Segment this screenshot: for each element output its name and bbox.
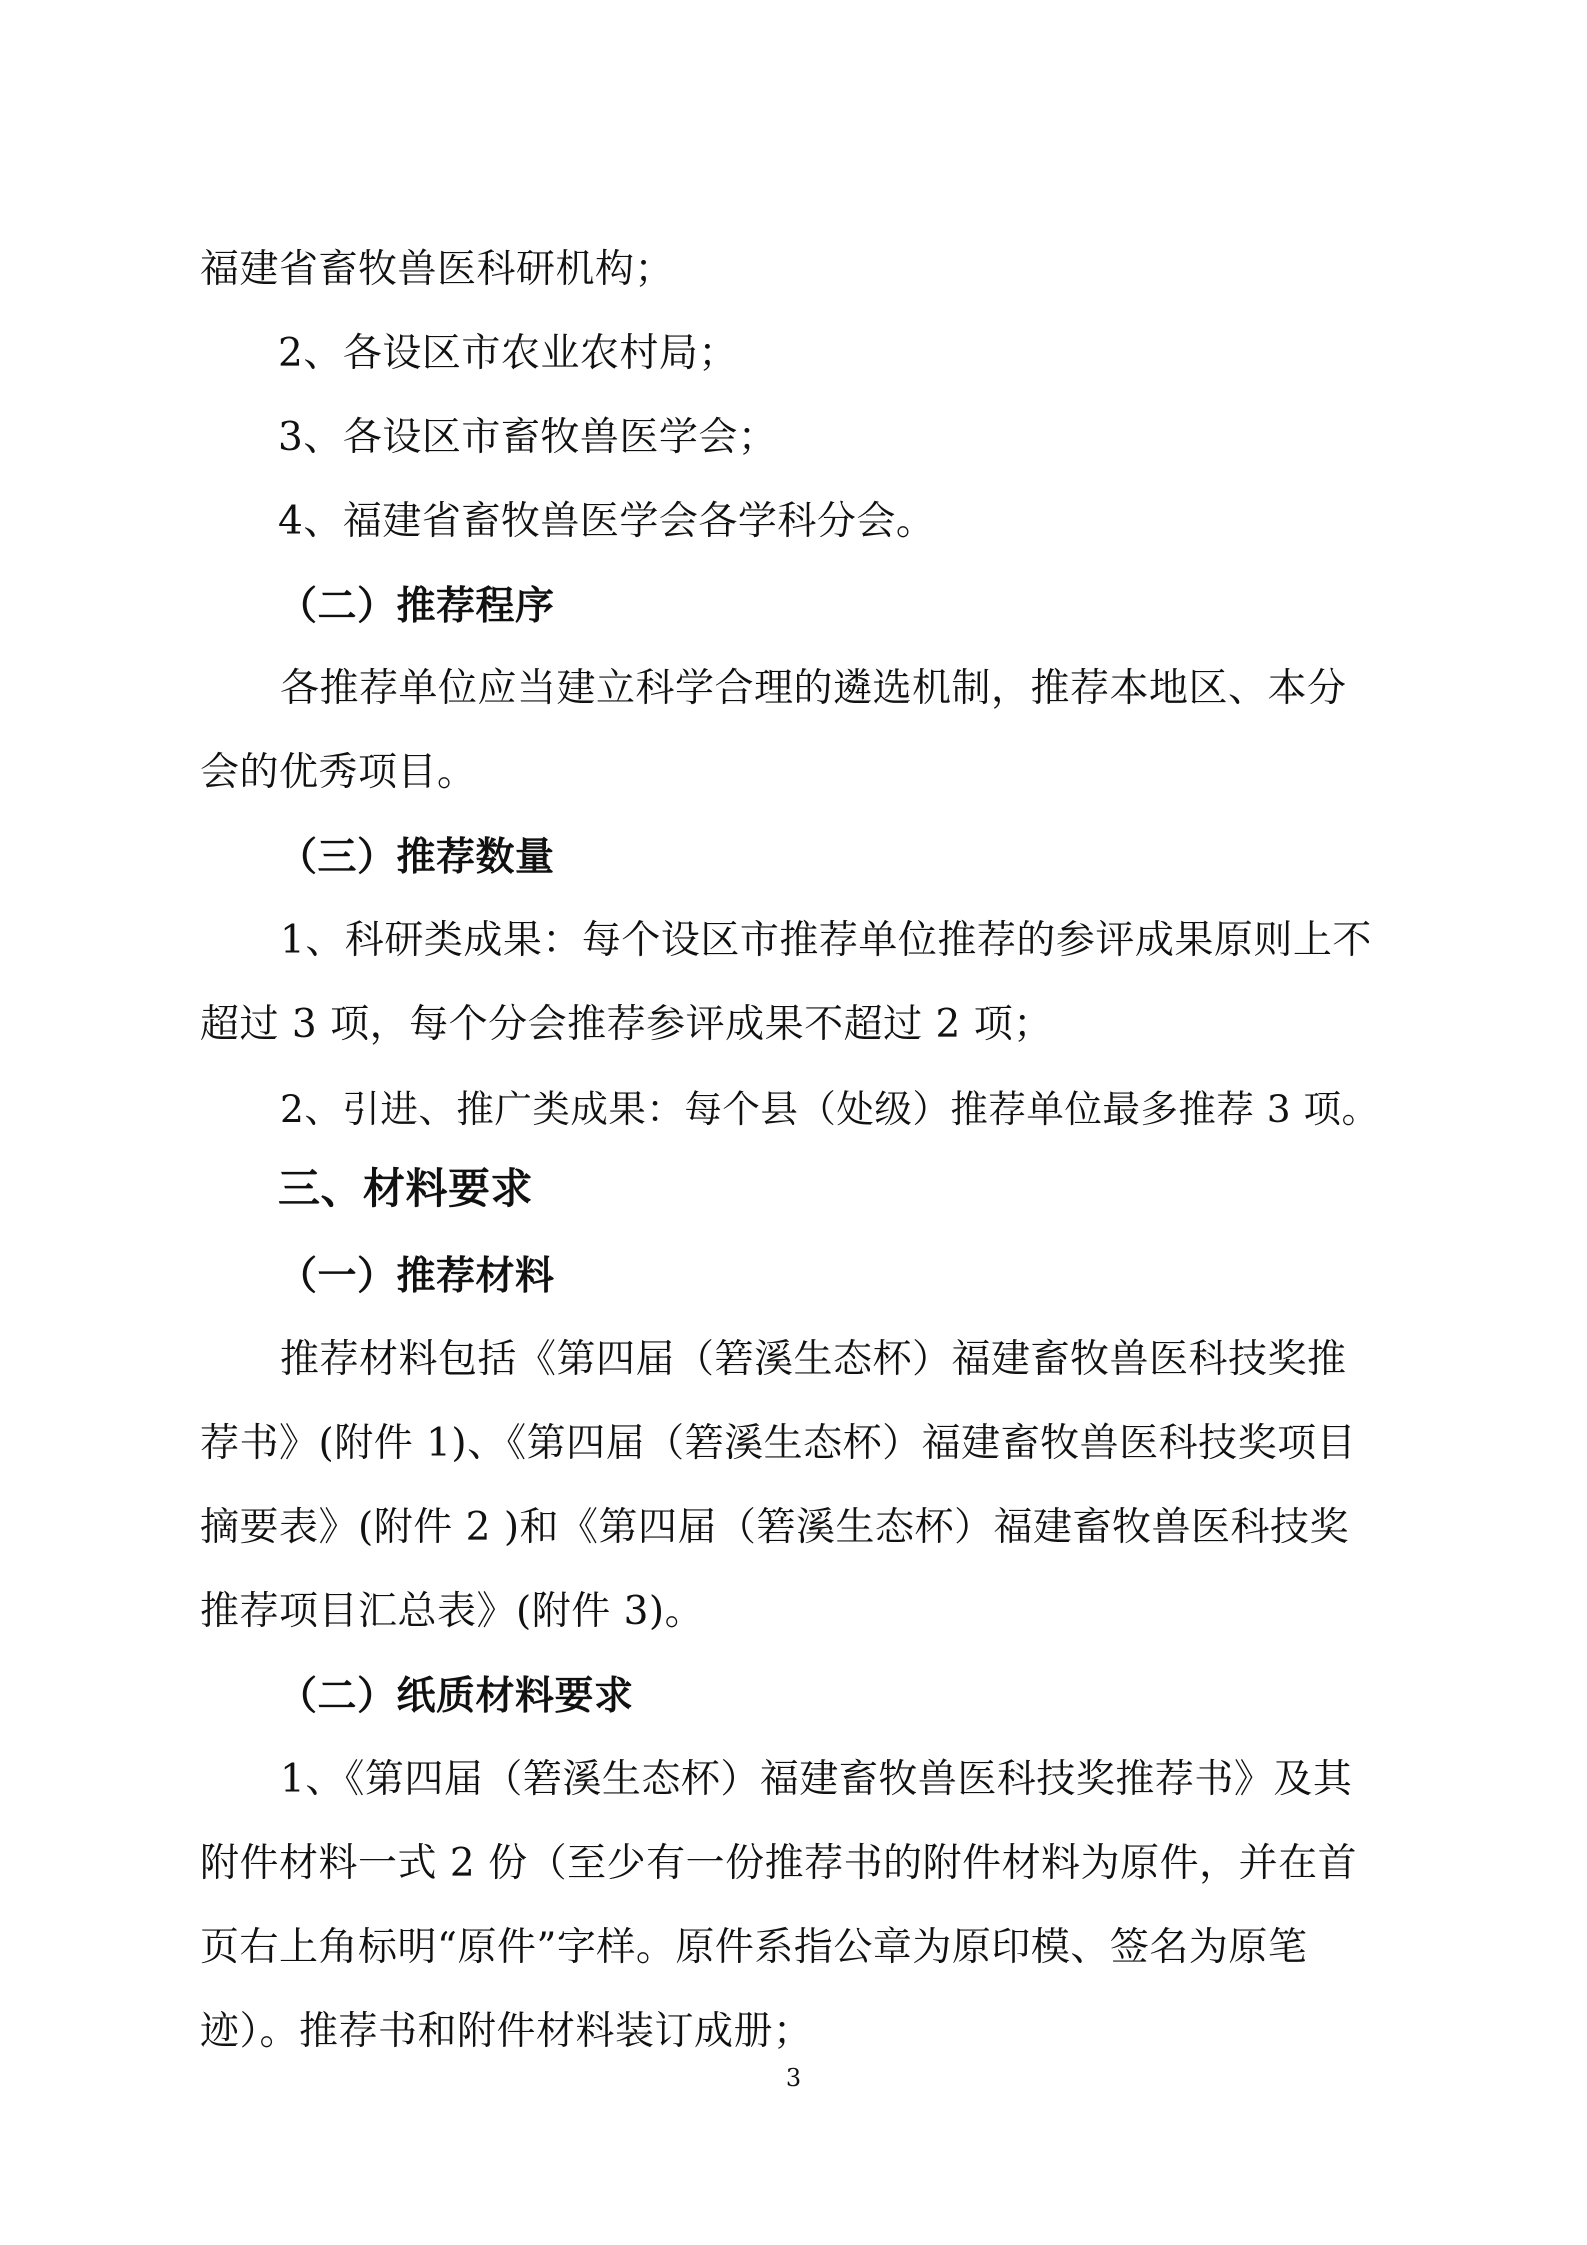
list-item: 4、福建省畜牧兽医学会各学科分会。	[278, 499, 936, 544]
list-item: 2、各设区市农业农村局；	[278, 331, 738, 376]
section-heading: （二）纸质材料要求	[278, 1673, 634, 1719]
paragraph-line: 2、引进、推广类成果：每个县（处级）推荐单位最多推荐 3 项。	[280, 1087, 1380, 1131]
paragraph-line: 会的优秀项目。	[200, 750, 477, 795]
paragraph-line: 迹）。推荐书和附件材料装订成册；	[200, 2009, 813, 2054]
paragraph-line: 超过 3 项，每个分会推荐参评成果不超过 2 项；	[200, 1002, 1053, 1047]
paragraph-line: 页右上角标明“原件”字样。原件系指公章为原印模、签名为原笔	[200, 1925, 1308, 1970]
section-heading: （三）推荐数量	[278, 834, 555, 880]
paragraph-line: 1、《第四届（箬溪生态杯）福建畜牧兽医科技奖推荐书》及其	[280, 1757, 1353, 1802]
text-line: 福建省畜牧兽医科研机构；	[200, 247, 675, 292]
paragraph-line: 各推荐单位应当建立科学合理的遴选机制，推荐本地区、本分	[280, 666, 1347, 711]
paragraph-line: 1、科研类成果：每个设区市推荐单位推荐的参评成果原则上不	[280, 918, 1372, 963]
section-heading: （二）推荐程序	[278, 583, 555, 629]
list-item: 3、各设区市畜牧兽医学会；	[278, 415, 778, 460]
chapter-heading: 三、材料要求	[278, 1164, 534, 1213]
paragraph-line: 荐书》(附件 1)、《第四届（箬溪生态杯）福建畜牧兽医科技奖项目	[200, 1421, 1357, 1466]
paragraph-line: 推荐材料包括《第四届（箬溪生态杯）福建畜牧兽医科技奖推	[280, 1337, 1347, 1382]
section-heading: （一）推荐材料	[278, 1253, 555, 1299]
page-number: 3	[785, 2064, 802, 2092]
paragraph-line: 推荐项目汇总表》(附件 3)。	[200, 1589, 705, 1634]
paragraph-line: 附件材料一式 2 份（至少有一份推荐书的附件材料为原件，并在首	[200, 1841, 1358, 1886]
paragraph-line: 摘要表》(附件 2 )和《第四届（箬溪生态杯）福建畜牧兽医科技奖	[200, 1505, 1350, 1550]
